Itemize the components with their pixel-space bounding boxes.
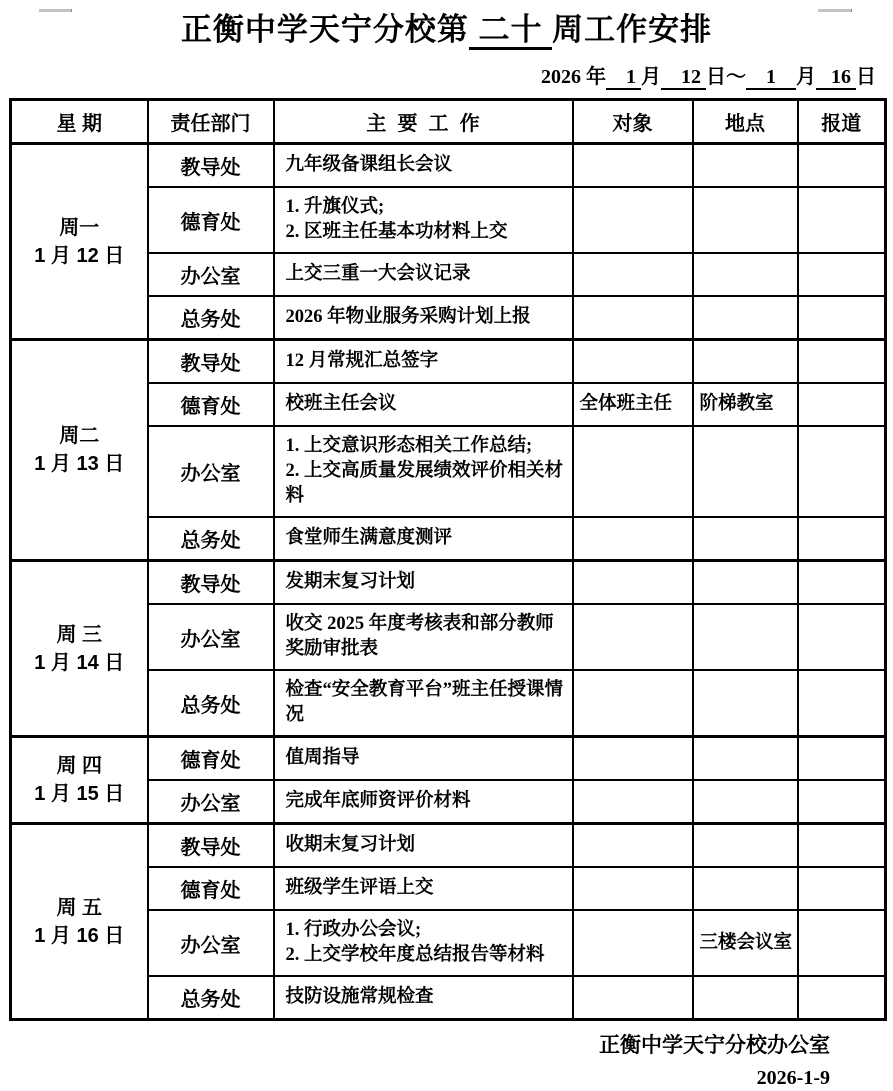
date-label: 日～ (706, 66, 746, 88)
report-cell (798, 383, 886, 426)
target-cell (573, 737, 693, 781)
column-header: 责任部门 (148, 100, 274, 144)
date-blank-underline: 12 (661, 66, 706, 88)
department-cell: 教导处 (148, 561, 274, 605)
work-line: 1. 行政办公会议; (285, 920, 422, 940)
department-cell: 办公室 (148, 910, 274, 976)
work-line: 收交 2025 年度考核表和部分教师奖励审批表 (285, 614, 554, 659)
day-date: 1 月 15 日 (34, 783, 125, 805)
date-blank-underline: 1 (746, 66, 796, 88)
target-cell (573, 561, 693, 605)
work-line: 2. 上交高质量发展绩效评价相关材料 (285, 461, 564, 506)
day-cell (11, 340, 148, 561)
target-cell (573, 296, 693, 340)
work-cell (274, 867, 573, 910)
work-cell (274, 340, 573, 384)
day-cell (11, 144, 148, 340)
work-line: 上交三重一大会议记录 (285, 264, 471, 284)
date-label: 月 (796, 66, 816, 88)
work-line: 班级学生评语上交 (285, 878, 434, 898)
report-cell (798, 561, 886, 605)
report-cell (798, 426, 886, 517)
work-cell (274, 517, 573, 561)
department-cell: 德育处 (148, 867, 274, 910)
work-line: 1. 上交意识形态相关工作总结; (285, 436, 533, 456)
work-cell (274, 187, 573, 253)
department-cell: 教导处 (148, 340, 274, 384)
day-date: 1 月 16 日 (34, 924, 125, 947)
location-cell: 三楼会议室 (693, 910, 798, 976)
date-blank-underline: 16 (816, 66, 856, 88)
report-cell (798, 670, 886, 737)
report-cell (798, 604, 886, 670)
target-cell (573, 824, 693, 868)
report-cell (798, 867, 886, 910)
target-cell (573, 910, 693, 976)
date-label: 日 (856, 66, 876, 88)
department-cell: 德育处 (148, 737, 274, 781)
location-cell (693, 824, 798, 868)
day-cell (11, 824, 148, 1020)
location-cell (693, 253, 798, 296)
target-cell (573, 976, 693, 1020)
target-cell (573, 187, 693, 253)
date-range-line (0, 64, 893, 90)
work-cell (274, 144, 573, 188)
work-cell (274, 737, 573, 781)
day-label: 周 三 (56, 623, 103, 646)
day-date: 1 月 13 日 (34, 453, 125, 475)
location-cell (693, 780, 798, 824)
target-cell (573, 604, 693, 670)
schedule-row (11, 561, 886, 605)
target-cell (573, 670, 693, 737)
department-cell: 办公室 (148, 426, 274, 517)
location-cell (693, 187, 798, 253)
work-line: 2. 区班主任基本功材料上交 (285, 222, 508, 242)
title-suffix: 周工作安排 (552, 12, 713, 47)
location-cell (693, 976, 798, 1020)
day-label: 周一 (59, 216, 100, 239)
work-cell (274, 780, 573, 824)
day-date: 1 月 14 日 (34, 651, 125, 674)
target-cell (573, 144, 693, 188)
report-cell (798, 780, 886, 824)
target-cell (573, 426, 693, 517)
location-cell (693, 517, 798, 561)
report-cell (798, 976, 886, 1020)
table-header-row (11, 100, 886, 144)
work-line: 2. 上交学校年度总结报告等材料 (285, 945, 545, 965)
location-cell (693, 604, 798, 670)
department-cell: 德育处 (148, 383, 274, 426)
work-line: 校班主任会议 (285, 394, 397, 414)
day-label: 周二 (59, 425, 100, 447)
target-cell (573, 517, 693, 561)
day-label: 周 五 (56, 896, 103, 919)
report-cell (798, 253, 886, 296)
work-line: 收期末复习计划 (285, 835, 416, 855)
department-cell: 教导处 (148, 824, 274, 868)
work-line: 2026 年物业服务采购计划上报 (285, 307, 531, 327)
report-cell (798, 824, 886, 868)
work-cell (274, 976, 573, 1020)
department-cell: 办公室 (148, 604, 274, 670)
date-blank-underline: 1 (606, 66, 641, 88)
date-label: 月 (641, 66, 661, 88)
department-cell: 总务处 (148, 670, 274, 737)
work-cell (274, 604, 573, 670)
report-cell (798, 296, 886, 340)
report-cell (798, 910, 886, 976)
department-cell: 办公室 (148, 253, 274, 296)
report-cell (798, 144, 886, 188)
report-cell (798, 187, 886, 253)
work-cell (274, 426, 573, 517)
page-title (0, 9, 893, 51)
department-cell: 总务处 (148, 517, 274, 561)
schedule-row (11, 340, 886, 384)
location-cell: 阶梯教室 (693, 383, 798, 426)
location-cell (693, 561, 798, 605)
report-cell (798, 340, 886, 384)
work-cell (274, 910, 573, 976)
window-edge-artifact-left (39, 9, 72, 12)
schedule-row (11, 737, 886, 781)
department-cell: 办公室 (148, 780, 274, 824)
work-line: 技防设施常规检查 (285, 987, 434, 1007)
location-cell (693, 144, 798, 188)
date-label: 2026 年 (541, 66, 606, 88)
column-header: 主 要 工 作 (274, 100, 573, 144)
column-header: 对象 (573, 100, 693, 144)
location-cell (693, 426, 798, 517)
day-date: 1 月 12 日 (34, 244, 125, 267)
location-cell (693, 670, 798, 737)
work-line: 检查“安全教育平台”班主任授课情况 (285, 680, 564, 725)
weekly-schedule-table (9, 98, 887, 1021)
department-cell: 德育处 (148, 187, 274, 253)
column-header: 报道 (798, 100, 886, 144)
target-cell (573, 780, 693, 824)
footer-office-signature: 正衡中学天宁分校办公室 (599, 1033, 830, 1057)
work-cell (274, 561, 573, 605)
footer-date: 2026-1-9 (756, 1067, 830, 1089)
location-cell (693, 340, 798, 384)
title-week-number: 二十 (469, 12, 552, 50)
schedule-row (11, 824, 886, 868)
window-edge-artifact-right (818, 9, 852, 12)
report-cell (798, 737, 886, 781)
target-cell (573, 253, 693, 296)
work-line: 发期末复习计划 (285, 572, 416, 592)
target-cell (573, 340, 693, 384)
target-cell: 全体班主任 (573, 383, 693, 426)
location-cell (693, 737, 798, 781)
work-line: 1. 升旗仪式; (285, 197, 385, 217)
column-header: 星 期 (11, 100, 148, 144)
work-cell (274, 296, 573, 340)
department-cell: 总务处 (148, 296, 274, 340)
work-line: 九年级备课组长会议 (285, 155, 453, 175)
report-cell (798, 517, 886, 561)
work-line: 12 月常规汇总签字 (285, 351, 439, 371)
schedule-row (11, 144, 886, 188)
location-cell (693, 867, 798, 910)
work-cell (274, 824, 573, 868)
day-cell (11, 561, 148, 737)
work-cell (274, 253, 573, 296)
work-cell (274, 670, 573, 737)
column-header: 地点 (693, 100, 798, 144)
work-line: 食堂师生满意度测评 (285, 528, 453, 548)
work-line: 值周指导 (285, 748, 360, 768)
day-label: 周 四 (56, 755, 103, 777)
work-line: 完成年底师资评价材料 (285, 791, 471, 811)
department-cell: 总务处 (148, 976, 274, 1020)
department-cell: 教导处 (148, 144, 274, 188)
work-cell (274, 383, 573, 426)
day-cell (11, 737, 148, 824)
target-cell (573, 867, 693, 910)
title-prefix: 正衡中学天宁分校第 (180, 12, 469, 47)
location-cell (693, 296, 798, 340)
